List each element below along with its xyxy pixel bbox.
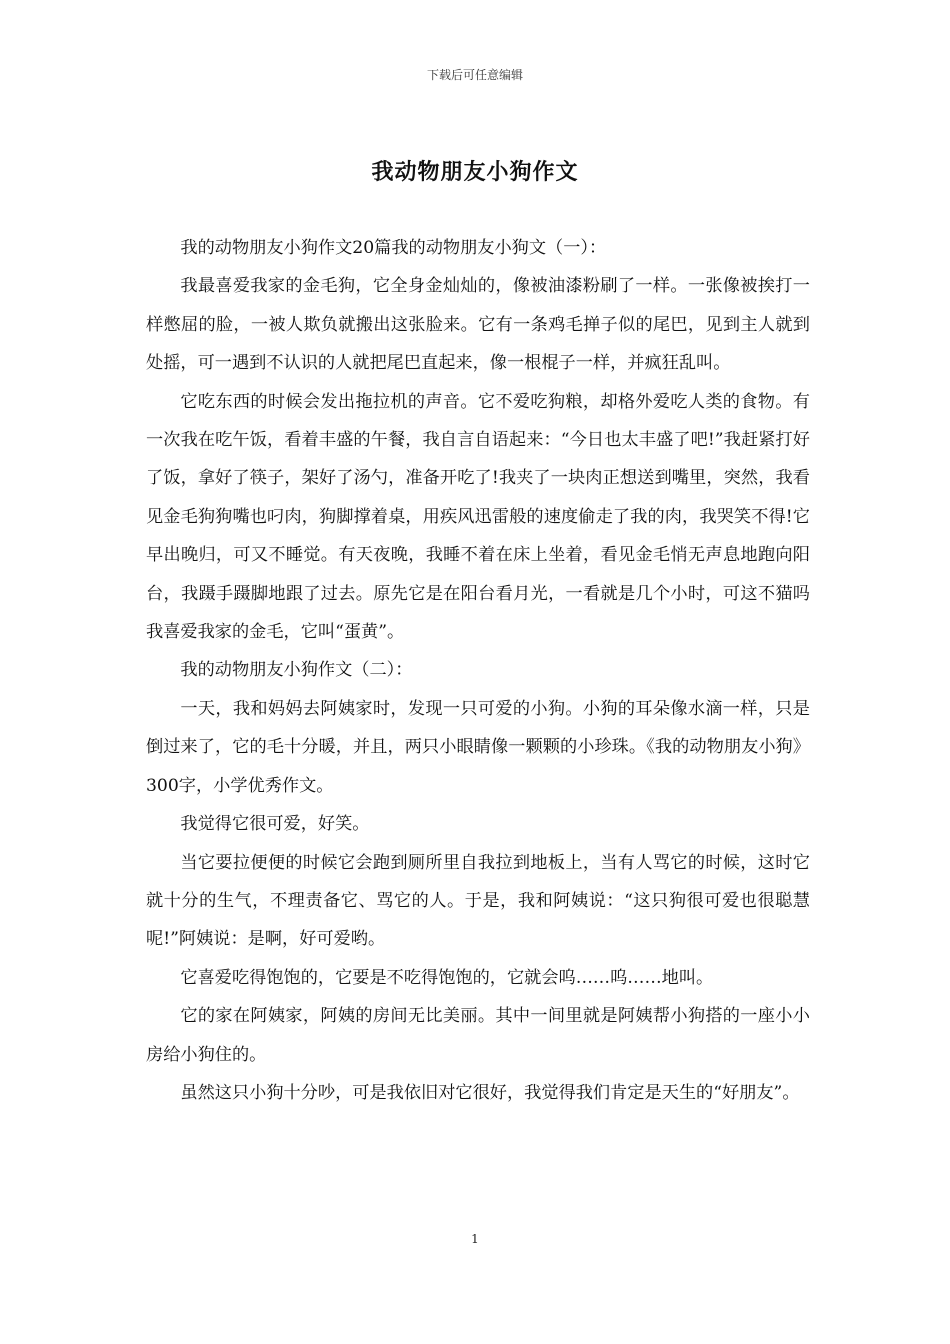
document-title: 我动物朋友小狗作文 <box>371 159 579 185</box>
paragraph: 我的动物朋友小狗作文（二）： <box>180 660 413 681</box>
paragraph: 它的家在阿姨家，阿姨的房间无比美丽。其中一间里就是阿姨帮小狗搭的一座小小房给小狗住的。 <box>146 1006 810 1065</box>
document-body <box>146 229 810 1112</box>
paragraph: 虽然这只小狗十分吵，可是我依旧对它很好，我觉得我们肯定是天生的“好朋友”。 <box>180 1082 800 1103</box>
paragraph: 我最喜爱我家的金毛狗，它全身金灿灿的，像被油漆粉刷了一样。一张像被挨打一样憋屈的脸，一被人欺负就搬出这张脸来。它有一条鸡毛掸子似的尾巴，见到主人就到处摇，可一遇到不认识的人就把尾巴直起来，像一根棍子一样，并疯狂乱叫。 <box>146 276 810 374</box>
header-note: 下载后可任意编辑 <box>426 68 523 82</box>
paragraph: 当它要拉便便的时候它会跑到厕所里自我拉到地板上，当有人骂它的时候，这时它就十分的生气，不理责备它、骂它的人。于是，我和阿姨说：“这只狗很可爱也很聪慧呢!”阿姨说：是啊，好可爱哟。 <box>146 852 810 950</box>
paragraph: 我觉得它很可爱，好笑。 <box>180 814 370 835</box>
paragraph: 它吃东西的时候会发出拖拉机的声音。它不爱吃狗粮，却格外爱吃人类的食物。有一次我在吃午饭，看着丰盛的午餐，我自言自语起来：“今日也太丰盛了吧!”我赶紧打好了饭，拿好了筷子，架好了汤勺，准备开吃了!我夹了一块肉正想送到嘴里，突然，我看见金毛狗狗嘴也叼肉，狗脚撑着桌，用疾风迅雷般的速度偷走了我的肉，我哭笑不得!它早出晚归，可又不睡觉。有天夜晚，我睡不着在床上坐着，看见金毛悄无声息地跑向阳台，我蹑手蹑脚地跟了过去。原先它是在阳台看月光，一看就是几个小时，可这不猫吗我喜爱我家的金毛，它叫“蛋黄”。 <box>146 391 810 643</box>
paragraph: 一天，我和妈妈去阿姨家时，发现一只可爱的小狗。小狗的耳朵像水滴一样，只是倒过来了，它的毛十分暖，并且，两只小眼睛像一颗颗的小珍珠。《我的动物朋友小狗》300字，小学优秀作文。 <box>146 698 810 796</box>
paragraph: 我的动物朋友小狗作文20篇我的动物朋友小狗文（一）： <box>180 238 607 258</box>
paragraph: 它喜爱吃得饱饱的，它要是不吃得饱饱的，它就会呜……呜……地叫。 <box>180 967 714 988</box>
page-number: 1 <box>471 1232 479 1246</box>
